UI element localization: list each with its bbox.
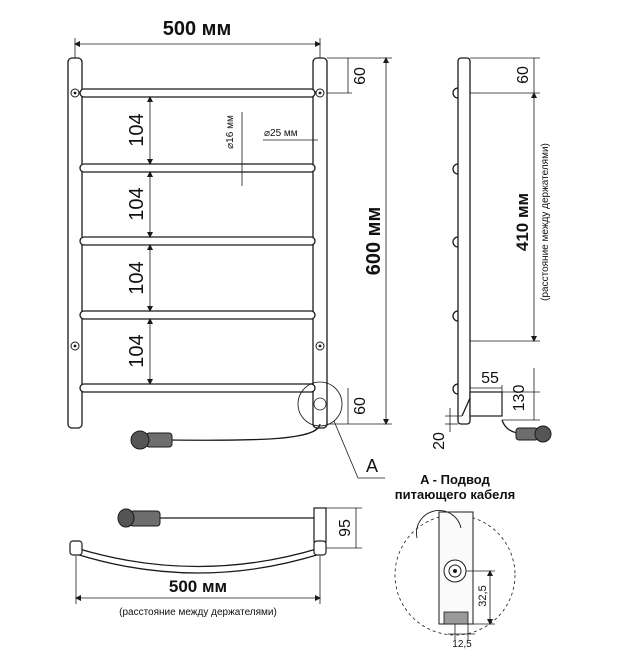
- side-view: [431, 58, 551, 450]
- top-plug-head: [118, 509, 134, 527]
- side-plug-head: [535, 426, 551, 442]
- detail-base-cap: [444, 612, 468, 624]
- callout-leader: [334, 421, 358, 478]
- power-plug: [146, 433, 172, 447]
- side-bar-stub: [453, 88, 458, 98]
- top-plug: [130, 511, 160, 526]
- bar-5: [80, 384, 315, 392]
- side-post: [458, 58, 470, 424]
- spacing-label-1: 104: [126, 113, 148, 147]
- diameter-icon: ⌀: [264, 128, 271, 139]
- holder-knob-center: [319, 92, 322, 95]
- detail-subtitle: питающего кабеля: [394, 487, 516, 502]
- bar-1: [80, 89, 315, 97]
- spacing-label-2: 104: [126, 187, 148, 221]
- top-width-note: (расстояние между держателями): [119, 607, 277, 618]
- top-bracket: [314, 508, 326, 542]
- bottom-bracket: [470, 392, 502, 416]
- detail-height-label: 32,5: [477, 585, 489, 607]
- side-bar-stub: [453, 237, 458, 247]
- side-base-label: 20: [431, 432, 448, 450]
- top-view: [70, 508, 362, 618]
- height-label: 600 мм: [363, 206, 385, 276]
- power-plug-head: [131, 431, 149, 449]
- cable-entry-center: [453, 569, 457, 573]
- side-bottom-height-label: 130: [511, 384, 528, 412]
- detail-width-label: 12,5: [452, 639, 472, 650]
- bar-3: [80, 237, 315, 245]
- bar-diameter-label: [225, 115, 236, 149]
- spacing-label-4: 104: [126, 334, 148, 368]
- bottom-offset-label: 60: [352, 397, 369, 415]
- top-offset-label: 60: [352, 67, 369, 85]
- top-depth-label: 95: [337, 519, 354, 537]
- post-diameter-label: [264, 128, 298, 139]
- bar-2: [80, 164, 315, 172]
- top-holder-left: [70, 541, 82, 555]
- holder-distance-note: (расстояние между держателями): [540, 143, 551, 301]
- top-holder-right: [314, 541, 326, 555]
- side-bar-stub: [453, 311, 458, 321]
- diameter-icon: ⌀: [225, 142, 236, 149]
- holder-knob-center: [74, 92, 77, 95]
- top-width-label: 500 мм: [168, 577, 228, 596]
- width-label: 500 мм: [162, 18, 232, 40]
- front-view: [68, 18, 392, 478]
- detail-a: [395, 472, 515, 650]
- detail-title: A - Подвод: [420, 472, 490, 487]
- bar-diameter-value: 16 мм: [225, 115, 236, 143]
- power-cable: [170, 424, 320, 440]
- bar-4: [80, 311, 315, 319]
- side-depth-label: 55: [481, 370, 499, 387]
- side-bar-stub: [453, 384, 458, 394]
- side-top-offset-label: 60: [515, 66, 532, 84]
- side-bar-stub: [453, 164, 458, 174]
- holder-distance-label: 410 мм: [513, 192, 532, 252]
- spacing-label-3: 104: [126, 261, 148, 295]
- holder-knob-center: [319, 345, 322, 348]
- post-diameter-value: 25 мм: [270, 128, 298, 139]
- callout-label: A: [366, 456, 379, 476]
- holder-knob-center: [74, 345, 77, 348]
